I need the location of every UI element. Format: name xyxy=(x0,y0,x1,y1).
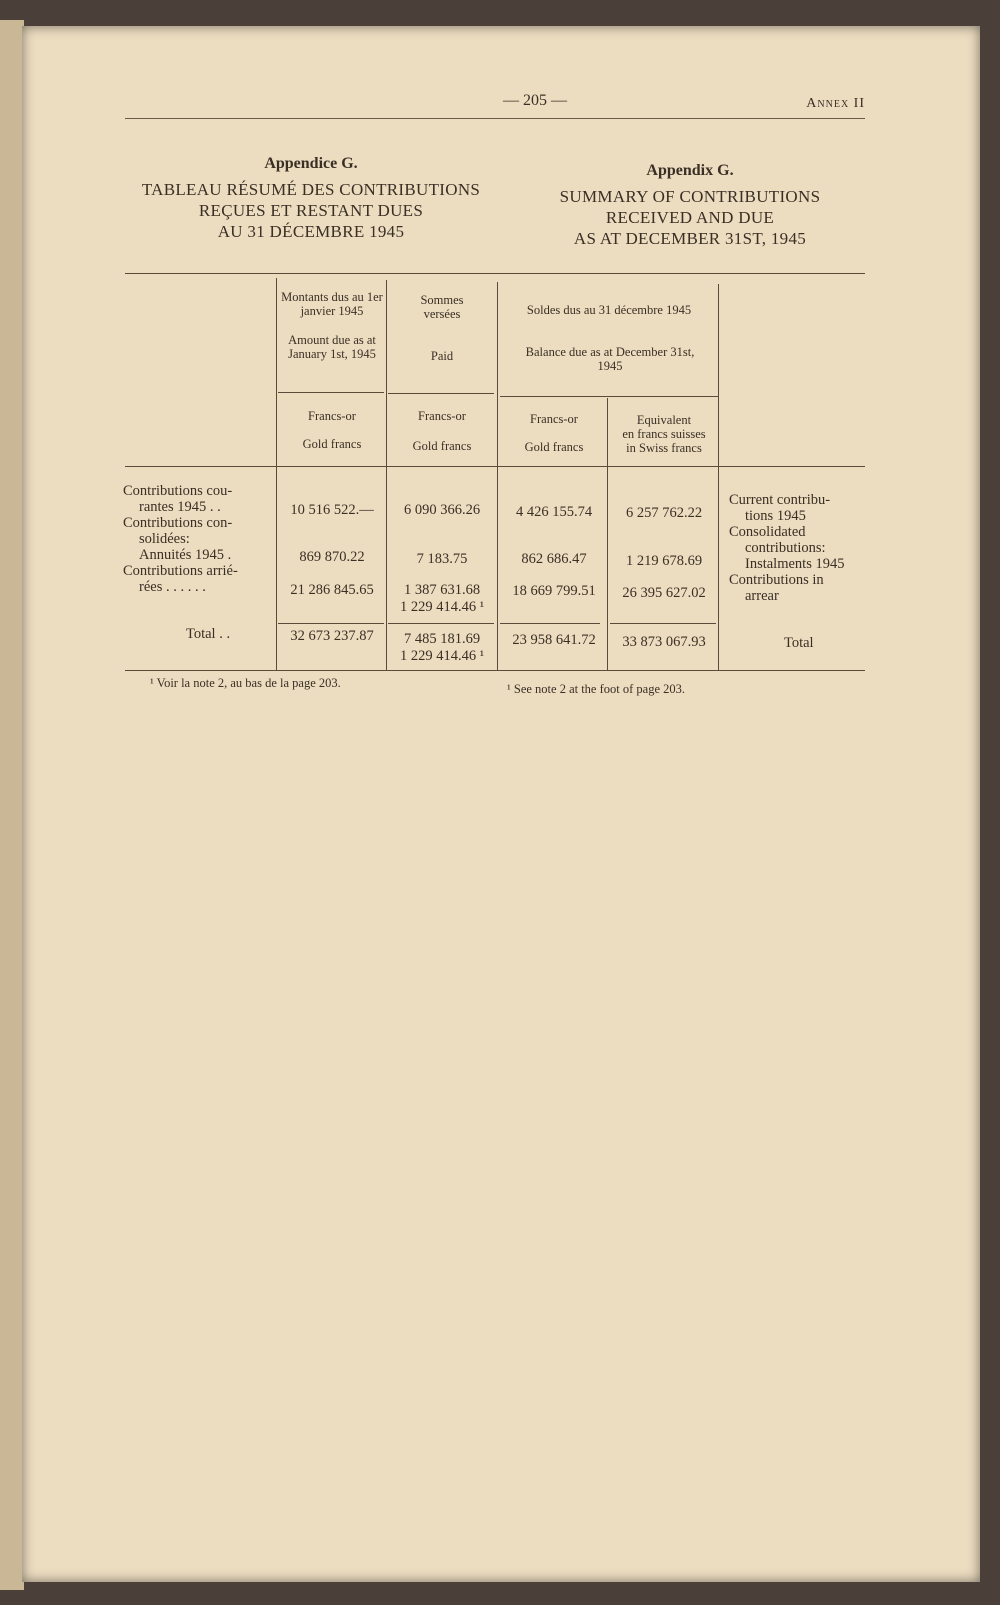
column-divider xyxy=(607,398,608,670)
header-balance-fr: Soldes dus au 31 décembre 1945 xyxy=(526,303,692,317)
cell-balance-gold: 862 686.47 xyxy=(521,551,587,567)
label-line: Contributions cou- xyxy=(123,483,233,499)
header-equiv-line: in Swiss francs xyxy=(626,441,702,455)
row-label-arrears-fr xyxy=(123,563,273,595)
header-unit-fr: Francs-or xyxy=(308,409,356,423)
label-line: tions 1945 xyxy=(745,508,806,524)
total-rule xyxy=(278,623,384,624)
row-labels-en xyxy=(729,492,865,604)
label-line: Contributions arrié- xyxy=(123,563,238,579)
cell-amount-due: 10 516 522.— xyxy=(290,502,374,518)
total-rule xyxy=(388,623,494,624)
total-balance-swiss: 33 873 067.93 xyxy=(622,634,706,650)
page-sheet xyxy=(22,26,980,1582)
label-line: solidées: xyxy=(139,531,190,547)
french-title-block xyxy=(122,155,500,242)
cell-balance-gold: 4 426 155.74 xyxy=(515,504,593,520)
table-top-rule xyxy=(125,273,865,274)
total-paid: 7 485 181.69 xyxy=(403,631,481,647)
header-unit-en: Gold francs xyxy=(524,440,584,454)
label-line: rées . . . . . . xyxy=(139,579,206,595)
total-rule xyxy=(610,623,716,624)
label-line: Contributions con- xyxy=(123,515,233,531)
label-line: Consolidated xyxy=(729,524,806,540)
total-balance-gold: 23 958 641.72 xyxy=(512,632,596,648)
total-rule xyxy=(500,623,600,624)
english-title-line: AS AT DECEMBER 31ST, 1945 xyxy=(573,229,807,248)
cell-amount-due: 869 870.22 xyxy=(299,549,365,565)
book-spine xyxy=(0,20,24,1590)
label-line: Current contribu- xyxy=(729,492,831,508)
header-unit-en: Gold francs xyxy=(302,437,362,451)
header-unit-fr: Francs-or xyxy=(418,409,466,423)
header-paid-fr: Sommes versées xyxy=(420,293,464,321)
cell-balance-swiss: 6 257 762.22 xyxy=(625,505,703,521)
cell-balance-swiss: 26 395 627.02 xyxy=(622,585,706,601)
total-paid-note: 1 229 414.46 ¹ xyxy=(399,648,485,664)
french-title-line: TABLEAU RÉSUMÉ DES CONTRIBUTIONS xyxy=(141,180,481,199)
header-paid-en: Paid xyxy=(430,349,454,363)
label-line: contributions: xyxy=(745,540,826,556)
cell-paid-note: 1 229 414.46 ¹ xyxy=(399,599,485,615)
column-divider xyxy=(386,280,387,670)
header-amount-due-en: Amount due as at January 1st, 1945 xyxy=(288,333,376,361)
header-equiv-line: en francs suisses xyxy=(622,427,706,441)
label-line: Contributions in xyxy=(729,572,824,588)
header-balance-en: Balance due as at December 31st, 1945 xyxy=(525,345,695,373)
header-sub-rule xyxy=(278,392,384,393)
french-title-line: AU 31 DÉCEMBRE 1945 xyxy=(217,222,405,241)
french-title-line: REÇUES ET RESTANT DUES xyxy=(198,201,424,220)
cell-paid: 7 183.75 xyxy=(416,551,468,567)
header-amount-due-fr: Montants dus au 1er janvier 1945 xyxy=(281,290,383,318)
label-line: Instalments 1945 xyxy=(745,556,845,572)
header-unit-en: Gold francs xyxy=(412,439,472,453)
header-swiss-equivalent xyxy=(609,413,719,455)
row-label-current-fr xyxy=(123,483,273,547)
annex-label: Annex II xyxy=(806,96,865,111)
cell-balance-gold: 18 669 799.51 xyxy=(512,583,596,599)
header-sub-rule xyxy=(500,396,718,397)
table-bottom-rule xyxy=(125,670,865,671)
cell-balance-swiss: 1 219 678.69 xyxy=(625,553,703,569)
header-equiv-line: Equivalent xyxy=(636,413,692,427)
row-label-total-fr: Total . . xyxy=(186,626,231,642)
french-appendix-heading: Appendice G. xyxy=(264,155,358,172)
cell-amount-due: 21 286 845.65 xyxy=(290,582,374,598)
header-sub-rule xyxy=(388,393,494,394)
label-line: arrear xyxy=(745,588,779,604)
row-label-instalments-fr: Annuités 1945 . xyxy=(139,547,232,563)
english-appendix-heading: Appendix G. xyxy=(646,162,734,179)
cell-paid: 1 387 631.68 xyxy=(403,582,481,598)
english-title-block xyxy=(540,162,840,249)
column-divider xyxy=(497,282,498,670)
header-unit-fr: Francs-or xyxy=(530,412,578,426)
header-bottom-rule xyxy=(125,466,865,467)
column-divider xyxy=(276,278,277,670)
english-title-line: RECEIVED AND DUE xyxy=(605,208,775,227)
footnote-en: ¹ See note 2 at the foot of page 203. xyxy=(507,682,686,696)
row-label-total-en: Total xyxy=(784,635,814,651)
running-head xyxy=(125,92,865,119)
cell-paid: 6 090 366.26 xyxy=(403,502,481,518)
page-number: — 205 — xyxy=(503,92,567,109)
english-title-line: SUMMARY OF CONTRIBUTIONS xyxy=(559,187,821,206)
label-line: rantes 1945 . . xyxy=(139,499,221,515)
total-amount-due: 32 673 237.87 xyxy=(290,628,374,644)
footnote-fr: ¹ Voir la note 2, au bas de la page 203. xyxy=(150,676,341,690)
column-divider xyxy=(718,284,719,670)
